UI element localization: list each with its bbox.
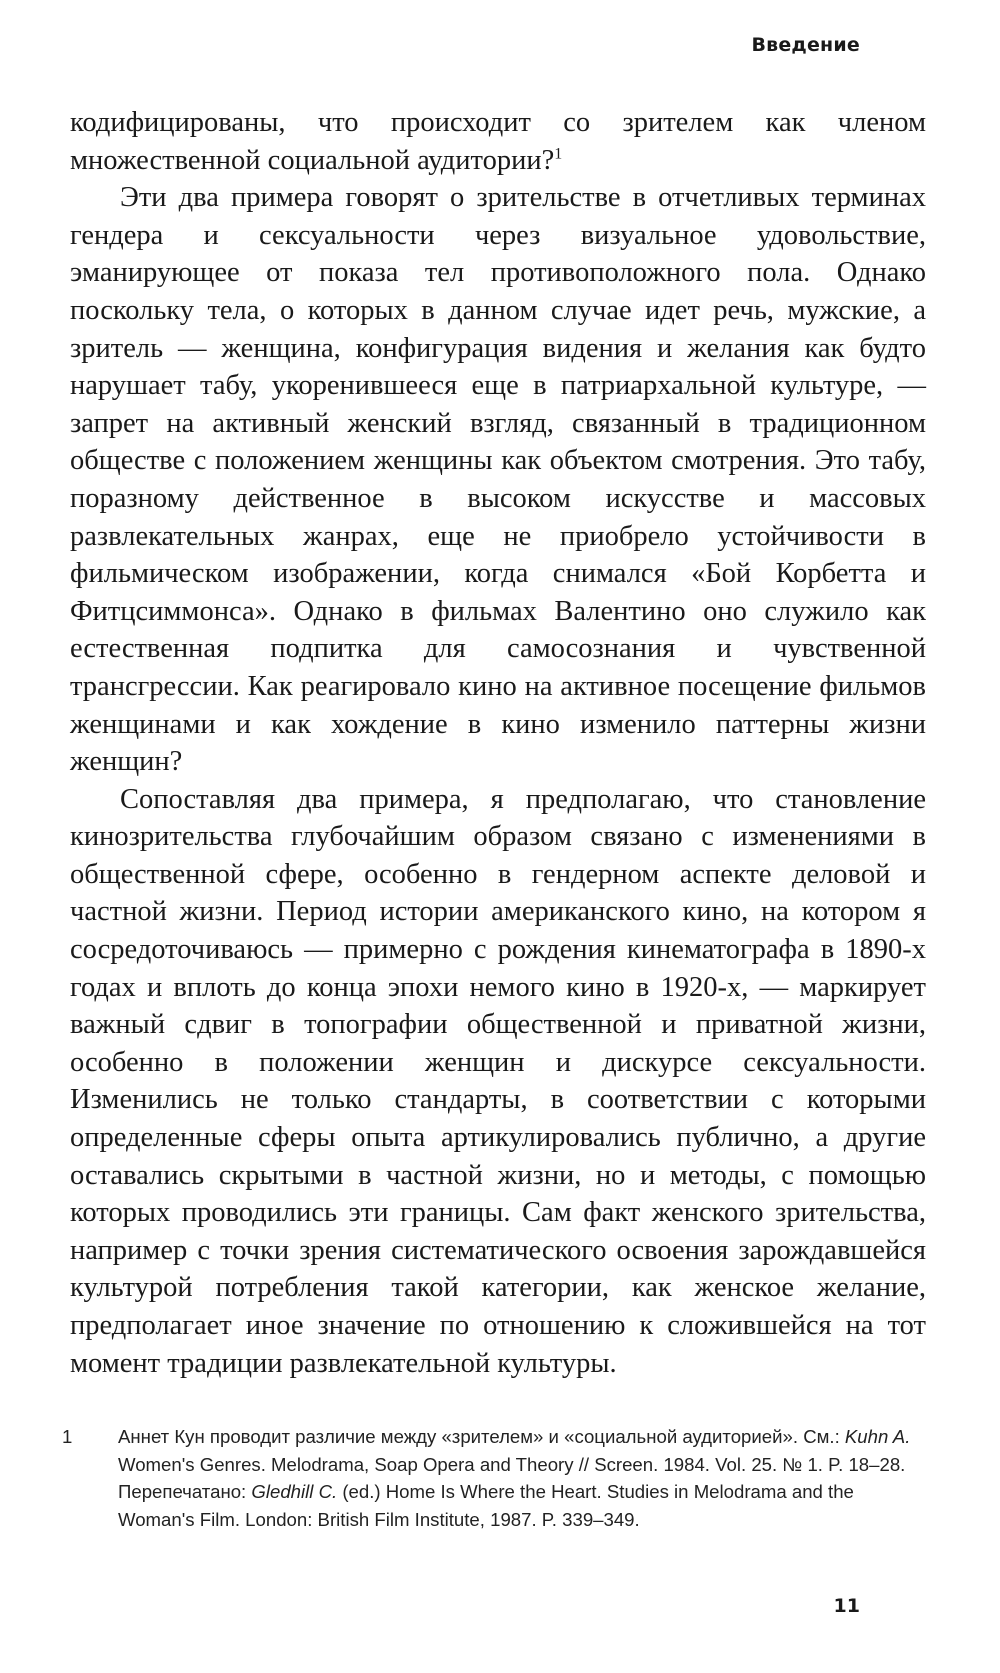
page-number: 11 <box>833 1595 860 1617</box>
footnote-author: Gledhill C. <box>251 1481 338 1503</box>
footnote <box>62 1423 926 1533</box>
running-head: Введение <box>751 34 860 56</box>
paragraph: Сопоставляя два примера, я предполагаю, что становление кинозрительства глубочайшим образом связано с изменениями в общественной сфере, особенно в гендерном аспекте деловой и частной жизни. Период истории американского кино, на котором я сосредоточиваюсь — примерно с рождения кинематографа в 1890-х годах и вплоть до конца эпохи немого кино в 1920-х, — маркирует важный сдвиг в топографии общественной и приватной жизни, особенно в положении женщин и дискурсе сексуальности. Изменились не только стандарты, в соответствии с которыми определенные сферы опыта артикулировались публично, а другие оставались скрытыми в частной жизни, но и методы, с помощью которых проводились эти границы. Сам факт женского зрительства, например с точки зрения систематического освоения зарождавшейся культурой потребления такой категории, как женское желание, предполагает иное значение по отношению к сложившейся на тот момент традиции развлекательной культуры. <box>70 783 926 1379</box>
footnote-reference[interactable]: 1 <box>554 145 563 163</box>
footnote-text-part: (ed.) Home Is Where the Heart. Studies in Melodrama and the Woman's Film. London: British Film Institute, 1987. P. 339–349. <box>118 1481 854 1530</box>
footnote-text-part: Аннет Кун проводит различие между «зрителем» и «социальной аудиторией». См.: <box>118 1426 845 1447</box>
paragraph: Эти два примера говорят о зрительстве в отчетливых терминах гендера и сексуальности через визуальное удовольствие, эманирующее от показа тел противоположного пола. Однако поскольку тела, о которых в данном случае идет речь, мужские, а зритель — женщина, конфигурация видения и желания как будто нарушает табу, укоренившееся еще в патриархальной культуре, — запрет на активный женский взгляд, связанный в традиционном обществе с положением женщины как объектом смотрения. Это табу, поразному действенное в высоком искусстве и массовых развлекательных жанрах, еще не приобрело устойчивости в фильмическом изображении, когда снимался «Бой Корбетта и Фитцсиммонса». Однако в фильмах Валентино оно служило как естественная подпитка для самосознания и чувственной трансгрессии. Как реагировало кино на активное посещение фильмов женщинами и как хождение в кино изменило паттерны жизни женщин? <box>70 182 926 778</box>
footnote-number: 1 <box>62 1426 73 1447</box>
footnote-text <box>118 1423 926 1533</box>
body-text <box>70 104 926 1382</box>
footnote-author: Kuhn A. <box>844 1426 911 1447</box>
footnote-text-part: Women's Genres. Melodrama, Soap Opera and Theory // Screen. 1984. Vol. 25. № 1. P. 18–28. Перепечатано: <box>118 1453 906 1503</box>
paragraph-text: кодифицированы, что происходит со зрителем как членом множественной социальной аудитории? <box>70 107 926 176</box>
paragraph-continued <box>70 104 926 179</box>
